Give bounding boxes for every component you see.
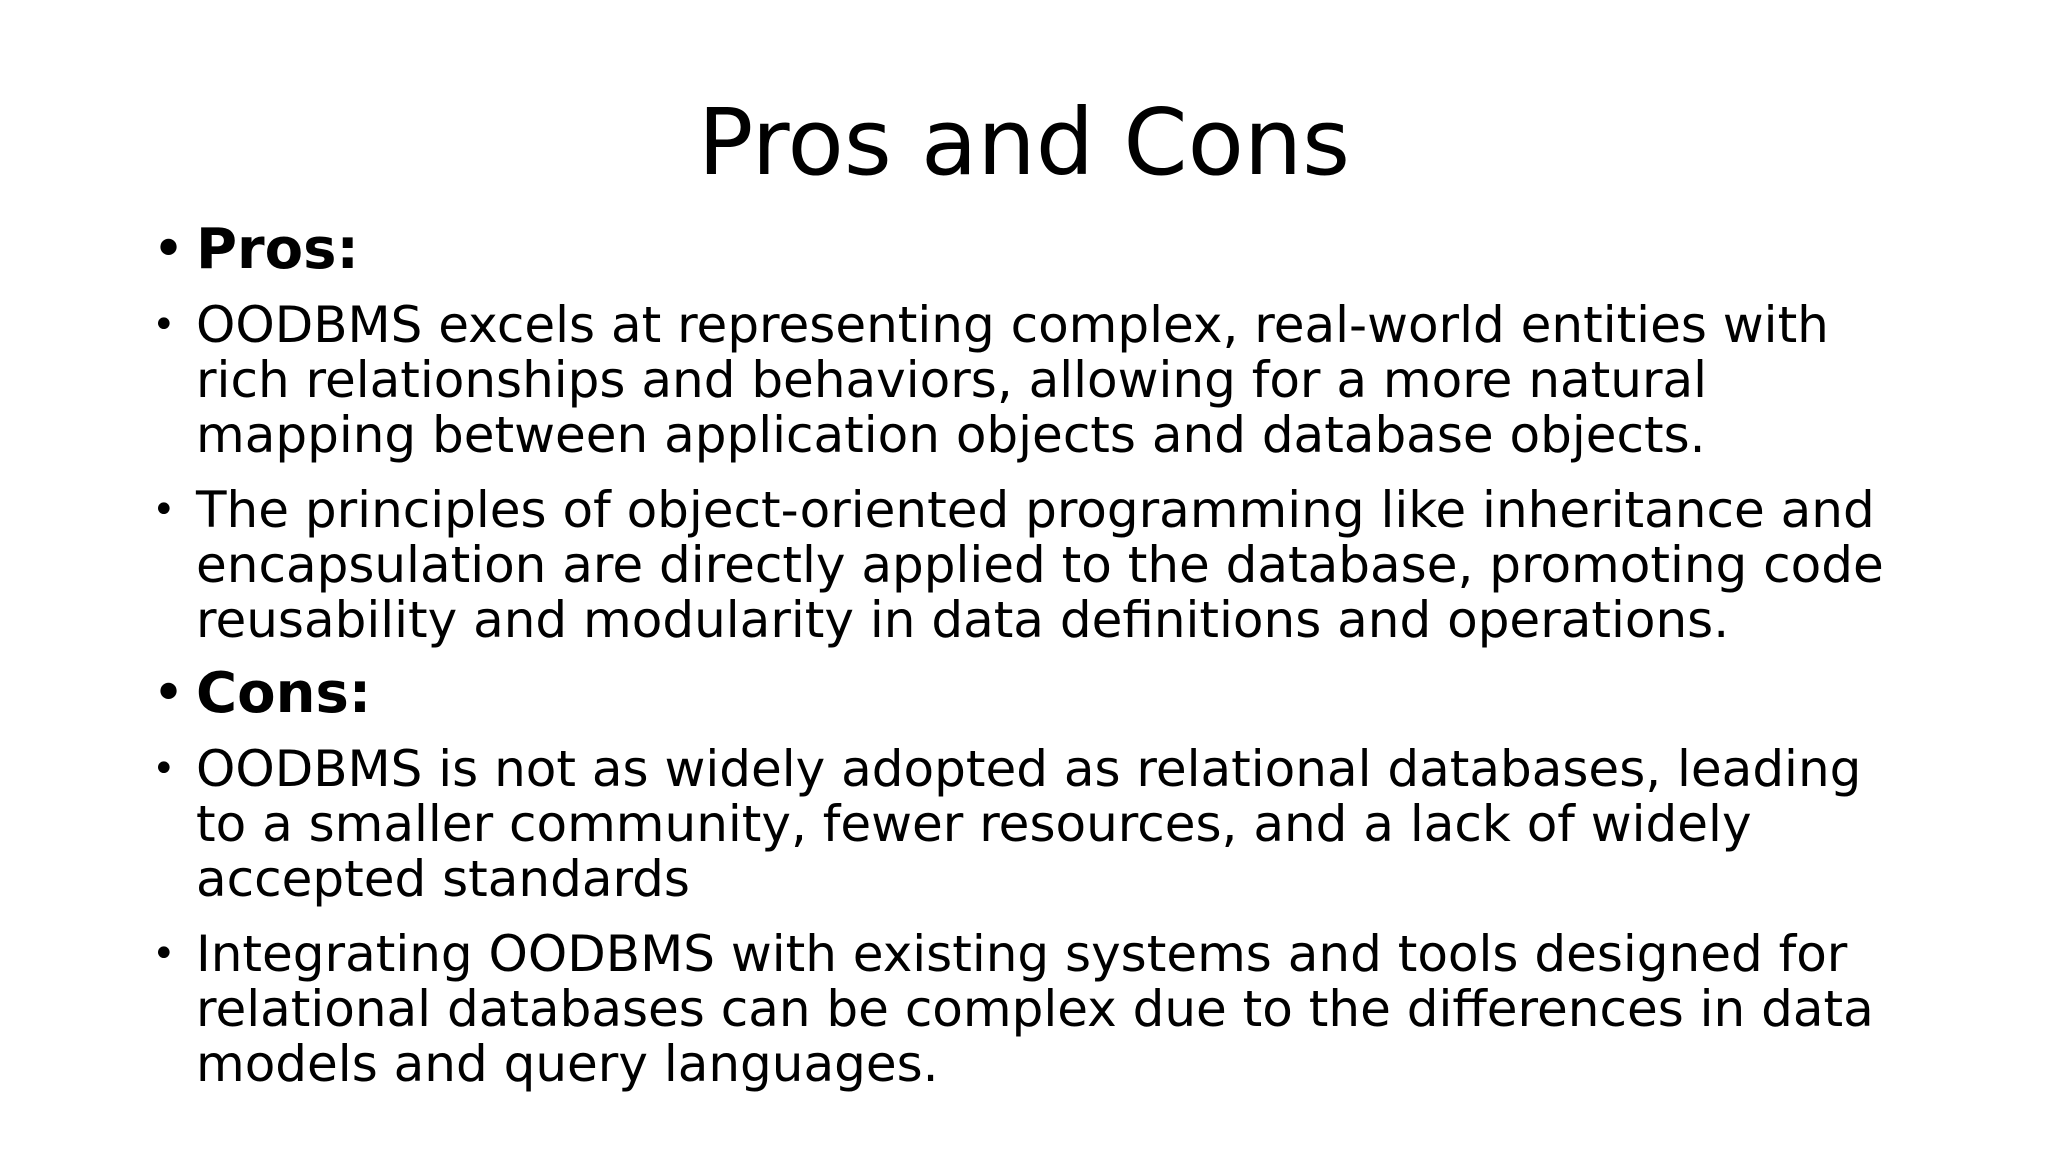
bullet-pros-heading	[152, 216, 1912, 284]
bullet-icon: •	[152, 931, 176, 977]
bullet-con-2	[152, 927, 1912, 1092]
bullet-pro-1	[152, 298, 1912, 463]
bullet-list	[152, 216, 1912, 1092]
bullet-icon: •	[152, 661, 186, 726]
bullet-text: OODBMS excels at representing complex, real-world entities with rich relationships and behaviors, allowing for a more natural mapping between application objects and database objects.	[196, 296, 1829, 464]
bullet-text: The principles of object-oriented programming like inheritance and encapsulation are directly applied to the database, promoting code reusability and modularity in data definitions and operations.	[196, 481, 1884, 649]
bullet-icon: •	[152, 746, 176, 792]
bullet-icon: •	[152, 217, 186, 282]
slide-title: Pros and Cons	[697, 89, 1351, 196]
bullet-con-1	[152, 742, 1912, 907]
bullet-text: Integrating OODBMS with existing systems and tools designed for relational databases can be complex due to the differences in data models and query languages.	[196, 925, 1874, 1093]
bullet-text: OODBMS is not as widely adopted as relational databases, leading to a smaller community, fewer resources, and a lack of widely accepted standards	[196, 740, 1862, 908]
bullet-pro-2	[152, 483, 1912, 648]
bullet-icon: •	[152, 487, 176, 533]
bullet-cons-heading	[152, 660, 1912, 728]
bullet-text: Cons:	[196, 661, 372, 726]
bullet-icon: •	[152, 302, 176, 348]
bullet-text: Pros:	[196, 217, 359, 282]
